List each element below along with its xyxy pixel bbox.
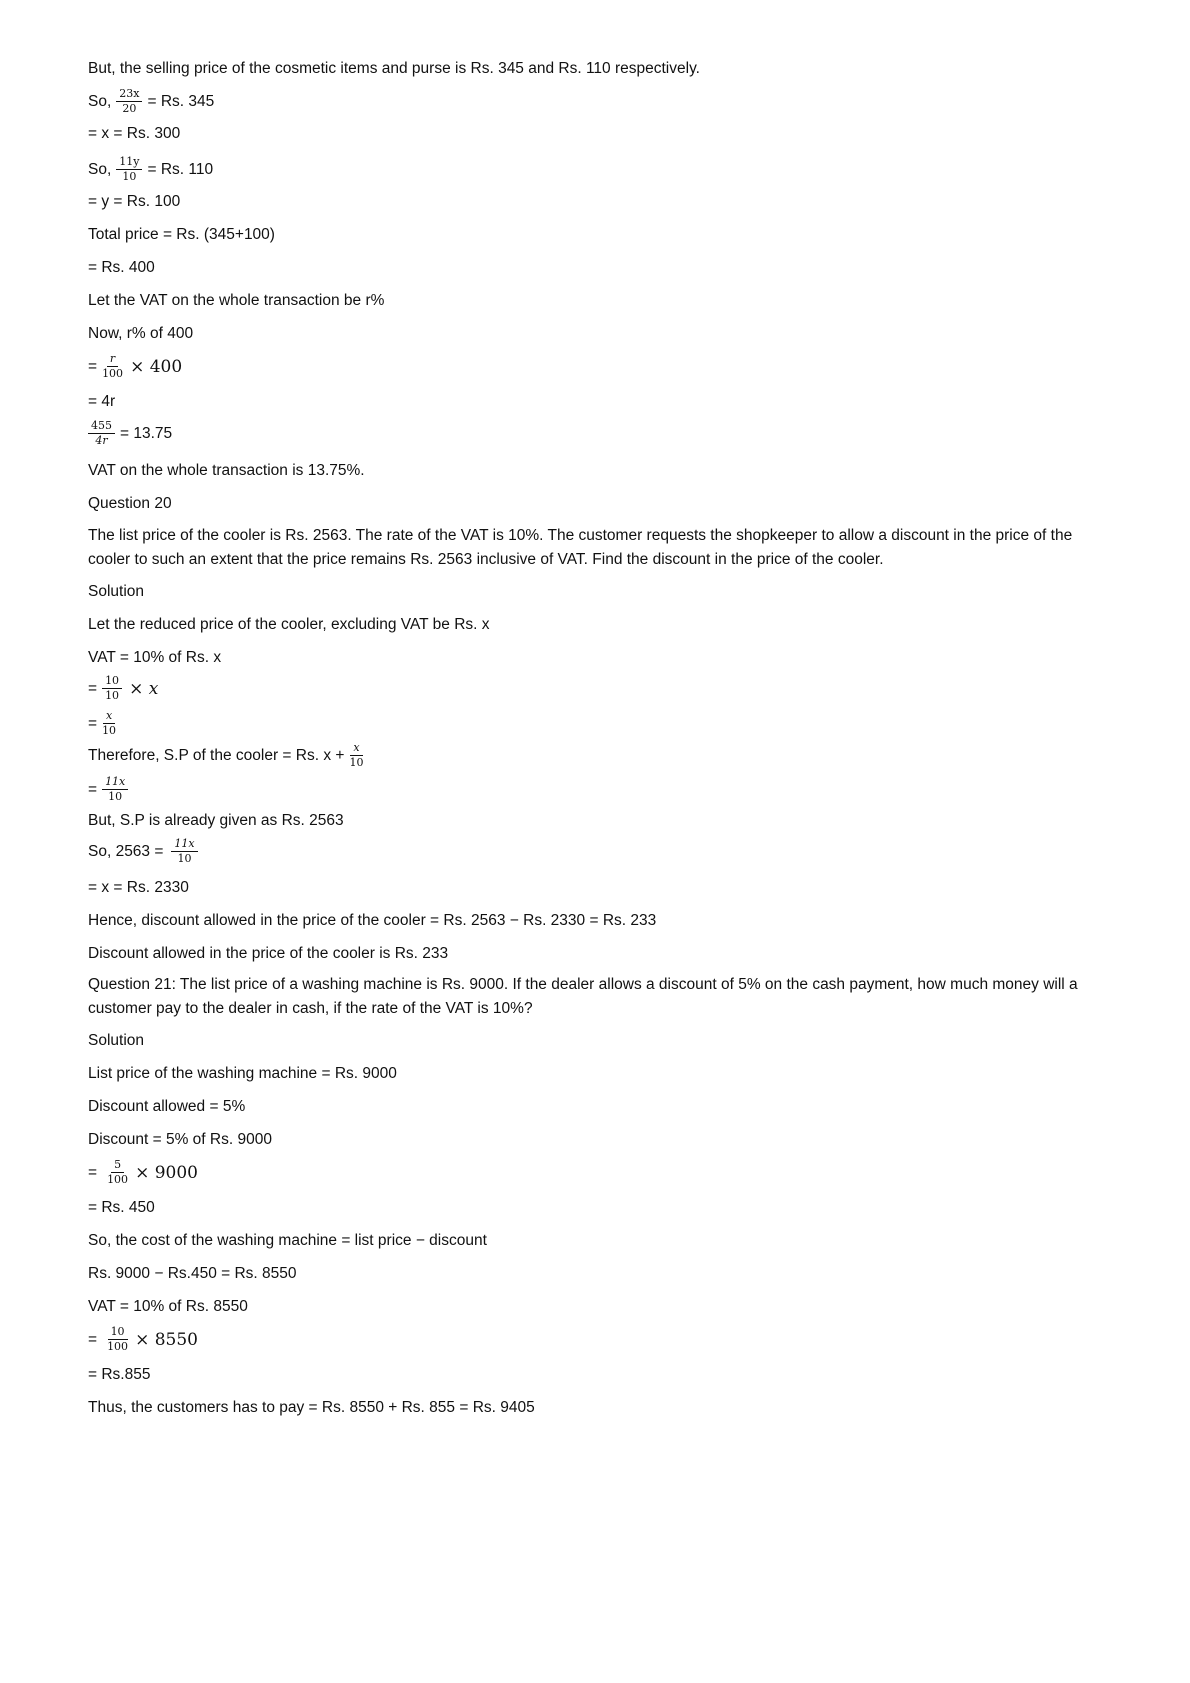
equation-line: So, $\frac{11y}{10}$ = Rs. 110 — [88, 155, 214, 183]
equation-line: $\frac{455}{4r}$ = 13.75 — [88, 420, 172, 447]
fraction: $\frac{10}{100}$ — [107, 1325, 129, 1353]
text-line: VAT = 10% of Rs. 8550 — [88, 1298, 248, 1315]
fraction: $\frac{455}{4r}$ — [88, 420, 115, 447]
text-line: = x = Rs. 2330 — [88, 879, 189, 896]
text-line: VAT = 10% of Rs. x — [88, 649, 222, 666]
fraction: $\frac{10}{10}$ — [102, 675, 122, 702]
text-line: = Rs. 400 — [88, 259, 155, 276]
text-line: But, S.P is already given as Rs. 2563 — [88, 812, 344, 829]
fraction: $\frac{x}{10}$ — [102, 709, 117, 737]
text-line: So, the cost of the washing machine = list price − discount — [88, 1232, 487, 1249]
text-line: = Rs. 450 — [88, 1199, 155, 1216]
text-line: = y = Rs. 100 — [88, 193, 181, 210]
fraction: $\frac{23x}{20}$ — [116, 88, 142, 115]
text-line: = 4r — [88, 393, 116, 410]
text-line: = x = Rs. 300 — [88, 125, 181, 142]
equation-line: = $\frac{5}{100}$ × 9000 — [88, 1158, 198, 1186]
fraction: $\frac{11y}{10}$ — [116, 156, 142, 183]
equation-line: So, 2563 = $\frac{11x}{10}$ — [88, 838, 203, 865]
fraction: $\frac{r}{100}$ — [102, 352, 124, 380]
text-line: VAT on the whole transaction is 13.75%. — [88, 462, 365, 479]
text-line: Thus, the customers has to pay = Rs. 8550 + Rs. 855 = Rs. 9405 — [88, 1399, 535, 1416]
equation-line: So, $\frac{23x}{20}$ = Rs. 345 — [88, 87, 215, 115]
equation-line: = $\frac{10}{100}$ × 8550 — [88, 1325, 198, 1353]
text-line: List price of the washing machine = Rs. 9000 — [88, 1065, 397, 1082]
equation-line: = $\frac{r}{100}$ × 400 — [88, 352, 183, 380]
equation-line: = $\frac{x}{10}$ — [88, 709, 117, 737]
fraction: $\frac{5}{100}$ — [107, 1158, 129, 1186]
text-line: Discount allowed = 5% — [88, 1098, 246, 1115]
fraction: $\frac{x}{10}$ — [349, 741, 364, 769]
text-line: = Rs.855 — [88, 1366, 151, 1383]
text-line: Hence, discount allowed in the price of the cooler = Rs. 2563 − Rs. 2330 = Rs. 233 — [88, 912, 657, 929]
equation-line: Therefore, S.P of the cooler = Rs. x + $\frac{x}{10}$ — [88, 741, 364, 769]
question-text: Question 21: The list price of a washing machine is Rs. 9000. If the dealer allows a discount of 5% on the cash payment, how much money will a customer pay to the dealer in cash, if the rate of the VAT is 10%? — [88, 976, 1078, 1017]
fraction: $\frac{11x}{10}$ — [102, 776, 128, 803]
text-line: Discount = 5% of Rs. 9000 — [88, 1131, 272, 1148]
fraction: $\frac{11x}{10}$ — [171, 838, 197, 865]
text-line: Discount allowed in the price of the cooler is Rs. 233 — [88, 945, 449, 962]
text-line: But, the selling price of the cosmetic items and purse is Rs. 345 and Rs. 110 respectively. — [88, 60, 700, 77]
solution-heading: Solution — [88, 583, 145, 600]
text-line: Total price = Rs. (345+100) — [88, 226, 275, 243]
question-heading: Question 20 — [88, 495, 172, 512]
solution-heading: Solution — [88, 1032, 145, 1049]
text-line: Let the reduced price of the cooler, excluding VAT be Rs. x — [88, 616, 490, 633]
equation-line: = $\frac{10}{10}$ × x — [88, 674, 159, 702]
equation-line: = $\frac{11x}{10}$ — [88, 776, 133, 803]
text-line: Let the VAT on the whole transaction be r% — [88, 292, 385, 309]
text-line: Now, r% of 400 — [88, 325, 194, 342]
question-text: The list price of the cooler is Rs. 2563. The rate of the VAT is 10%. The customer requests the shopkeeper to allow a discount in the price of the cooler to such an extent that the price remains Rs. 2563 inclusive of VAT. Find the discount in the price of the cooler. — [88, 527, 1073, 568]
text-line: Rs. 9000 − Rs.450 = Rs. 8550 — [88, 1265, 297, 1282]
